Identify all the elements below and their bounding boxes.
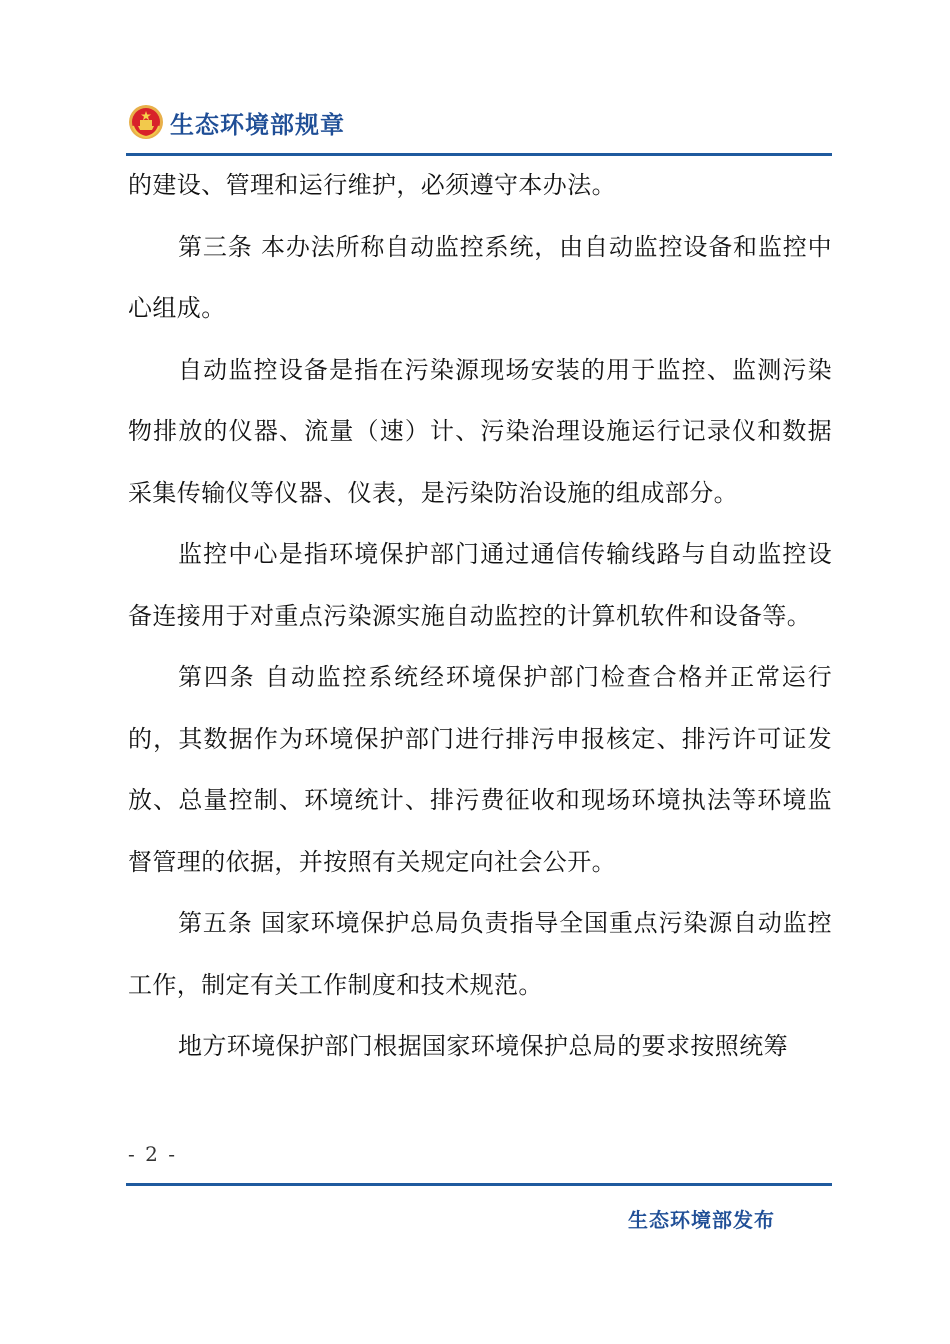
paragraph: 的建设、管理和运行维护，必须遵守本办法。 xyxy=(128,171,616,199)
footer-publisher: 生态环境部发布 xyxy=(628,1208,775,1232)
page-header xyxy=(128,100,345,144)
paragraph: 第五条 国家环境保护总局负责指导全国重点污染源自动监控工作，制定有关工作制度和技术规范。 xyxy=(128,909,832,999)
document-body xyxy=(128,155,832,1078)
paragraph: 第四条 自动监控系统经环境保护部门检查合格并正常运行的，其数据作为环境保护部门进行排污申报核定、排污许可证发放、总量控制、环境统计、排污费征收和现场环境执法等环境监督管理的依据，并按照有关规定向社会公开。 xyxy=(128,663,832,876)
paragraph: 第三条 本办法所称自动监控系统，由自动监控设备和监控中心组成。 xyxy=(128,232,832,322)
paragraph: 自动监控设备是指在污染源现场安装的用于监控、监测污染物排放的仪器、流量（速）计、污染治理设施运行记录仪和数据采集传输仪等仪器、仪表，是污染防治设施的组成部分。 xyxy=(128,355,832,507)
page-number: - 2 - xyxy=(128,1142,177,1166)
paragraph: 地方环境保护部门根据国家环境保护总局的要求按照统筹 xyxy=(178,1032,788,1060)
national-emblem-icon xyxy=(128,104,164,140)
header-title: 生态环境部规章 xyxy=(170,110,345,139)
paragraph: 监控中心是指环境保护部门通过通信传输线路与自动监控设备连接用于对重点污染源实施自动监控的计算机软件和设备等。 xyxy=(128,540,832,630)
footer-divider xyxy=(126,1183,832,1186)
